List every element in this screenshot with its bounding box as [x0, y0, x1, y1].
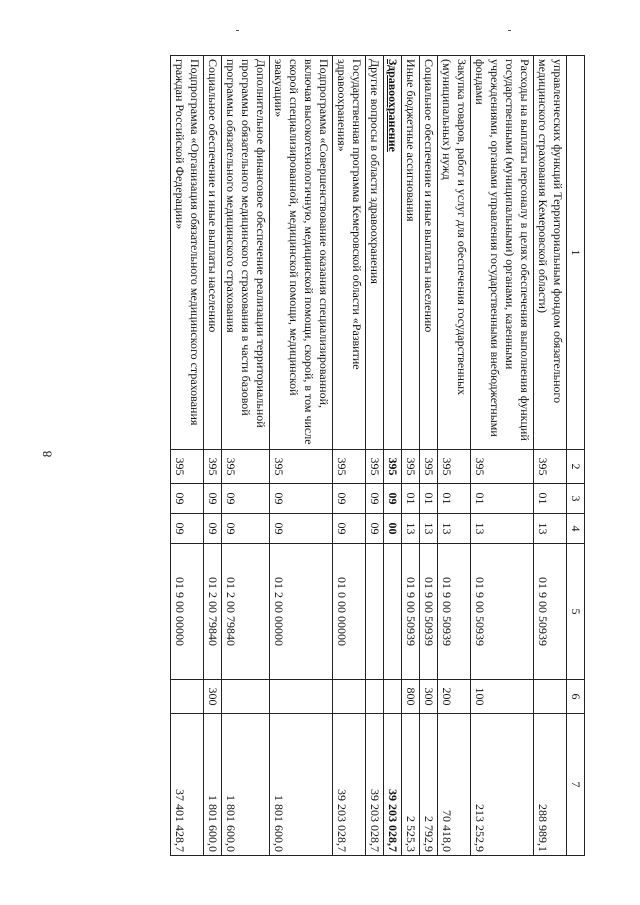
cell-c7: 1 801 600,0 [204, 714, 222, 856]
table-row [366, 56, 384, 856]
cell-name: Иные бюджетные ассигнования [402, 56, 420, 450]
cell-name: Здравоохранение [384, 56, 402, 450]
cell-c7: 213 252,9 [471, 714, 534, 856]
cell-c4: 13 [438, 514, 471, 544]
cell-name: управленческих функций Территориальным фондом обязательного медицинского страхования Кемеровской области) [534, 56, 567, 450]
cell-c4: 13 [420, 514, 438, 544]
cell-c6 [534, 680, 567, 714]
column-header-1: 1 [567, 56, 585, 450]
cell-c4: 09 [270, 514, 333, 544]
cell-c4: 00 [384, 514, 402, 544]
table-row [171, 56, 204, 856]
table-body [171, 56, 567, 856]
table-row [333, 56, 366, 856]
scan-mark [508, 30, 511, 31]
cell-name: Другие вопросы в области здравоохранения [366, 56, 384, 450]
cell-name: Подпрограмма «Совершенствование оказания специализированной, включая высокотехнологичную, медицинской помощи, скорой, в том числе скорой специализированной, медицинской помощи, медицинской эвакуации» [270, 56, 333, 450]
cell-c5: 01 2 00 79840 [222, 544, 270, 680]
cell-name: Закупка товаров, работ и услуг для обеспечения государственных (муниципальных) нужд [438, 56, 471, 450]
cell-c2: 395 [438, 450, 471, 484]
cell-c3: 09 [333, 484, 366, 514]
cell-c7: 37 401 428,7 [171, 714, 204, 856]
page-number: 8 [39, 450, 55, 458]
column-header-5: 5 [567, 544, 585, 680]
cell-c3: 01 [534, 484, 567, 514]
cell-c7: 1 801 600,0 [270, 714, 333, 856]
cell-c3: 09 [384, 484, 402, 514]
cell-name: Социальное обеспечение и иные выплаты населению [204, 56, 222, 450]
cell-c6 [222, 680, 270, 714]
cell-c5: 01 2 00 79840 [204, 544, 222, 680]
cell-c5: 01 9 00 50939 [420, 544, 438, 680]
cell-name: Расходы на выплаты персоналу в целях обеспечения выполнения функций государственными (муниципальными) органами, казенными учреждениями, органами управления государственными внебюджетными фондами [471, 56, 534, 450]
column-header-4: 4 [567, 514, 585, 544]
table-row [438, 56, 471, 856]
cell-c7: 1 801 600,0 [222, 714, 270, 856]
scan-mark [236, 30, 239, 31]
cell-c7: 39 203 028,7 [333, 714, 366, 856]
cell-c2: 395 [366, 450, 384, 484]
budget-table [170, 55, 585, 856]
cell-c5: 01 2 00 00000 [270, 544, 333, 680]
cell-c6: 800 [402, 680, 420, 714]
rotated-page [115, 55, 585, 855]
cell-c4: 13 [402, 514, 420, 544]
cell-c5: 01 9 00 50939 [534, 544, 567, 680]
cell-c5: 01 9 00 00000 [171, 544, 204, 680]
cell-c5 [366, 544, 384, 680]
cell-c6 [366, 680, 384, 714]
table-row [222, 56, 270, 856]
column-header-7: 7 [567, 714, 585, 856]
cell-c7: 288 989,1 [534, 714, 567, 856]
cell-c5: 01 9 00 50939 [438, 544, 471, 680]
table-row [270, 56, 333, 856]
table-row [384, 56, 402, 856]
cell-c3: 09 [204, 484, 222, 514]
cell-c7: 70 418,0 [438, 714, 471, 856]
cell-c6: 300 [204, 680, 222, 714]
table-row [420, 56, 438, 856]
cell-c3: 09 [171, 484, 204, 514]
cell-c3: 01 [471, 484, 534, 514]
cell-c6 [171, 680, 204, 714]
column-header-2: 2 [567, 450, 585, 484]
cell-c3: 01 [438, 484, 471, 514]
cell-c2: 395 [204, 450, 222, 484]
cell-name: Подпрограмма «Организация обязательного медицинского страхования граждан Российской Федерации» [171, 56, 204, 450]
column-header-3: 3 [567, 484, 585, 514]
cell-c6: 100 [471, 680, 534, 714]
table-row [204, 56, 222, 856]
cell-name: Государственная программа Кемеровской области «Развитие здравоохранения» [333, 56, 366, 450]
cell-c2: 395 [402, 450, 420, 484]
cell-c4: 09 [333, 514, 366, 544]
cell-c7: 2 525,3 [402, 714, 420, 856]
cell-c2: 395 [420, 450, 438, 484]
cell-c2: 395 [384, 450, 402, 484]
cell-c2: 395 [534, 450, 567, 484]
cell-c3: 09 [366, 484, 384, 514]
cell-c3: 01 [402, 484, 420, 514]
cell-c5: 01 9 00 50939 [402, 544, 420, 680]
cell-c2: 395 [471, 450, 534, 484]
cell-c3: 09 [222, 484, 270, 514]
header-row [567, 56, 585, 856]
column-header-6: 6 [567, 680, 585, 714]
cell-c3: 01 [420, 484, 438, 514]
cell-name: Дополнительное финансовое обеспечение реализации территориальной программы обязательного медицинского страхования в части базовой программы обязательного медицинского страхования [222, 56, 270, 450]
cell-c4: 13 [534, 514, 567, 544]
cell-c6 [384, 680, 402, 714]
table-row [471, 56, 534, 856]
cell-c5: 01 9 00 50939 [471, 544, 534, 680]
cell-c2: 395 [171, 450, 204, 484]
cell-c4: 09 [204, 514, 222, 544]
cell-c4: 09 [366, 514, 384, 544]
cell-c7: 39 203 028,7 [366, 714, 384, 856]
cell-name: Социальное обеспечение и иные выплаты населению [420, 56, 438, 450]
cell-c6: 200 [438, 680, 471, 714]
cell-c6 [333, 680, 366, 714]
cell-c7: 2 792,9 [420, 714, 438, 856]
table-row [402, 56, 420, 856]
cell-c2: 395 [222, 450, 270, 484]
cell-c4: 09 [171, 514, 204, 544]
cell-c6 [270, 680, 333, 714]
cell-c5 [384, 544, 402, 680]
cell-c3: 09 [270, 484, 333, 514]
cell-c6: 300 [420, 680, 438, 714]
table-row [534, 56, 567, 856]
cell-c7: 39 203 028,7 [384, 714, 402, 856]
cell-c4: 13 [471, 514, 534, 544]
cell-c5: 01 0 00 00000 [333, 544, 366, 680]
cell-c2: 395 [270, 450, 333, 484]
cell-c4: 09 [222, 514, 270, 544]
cell-c2: 395 [333, 450, 366, 484]
